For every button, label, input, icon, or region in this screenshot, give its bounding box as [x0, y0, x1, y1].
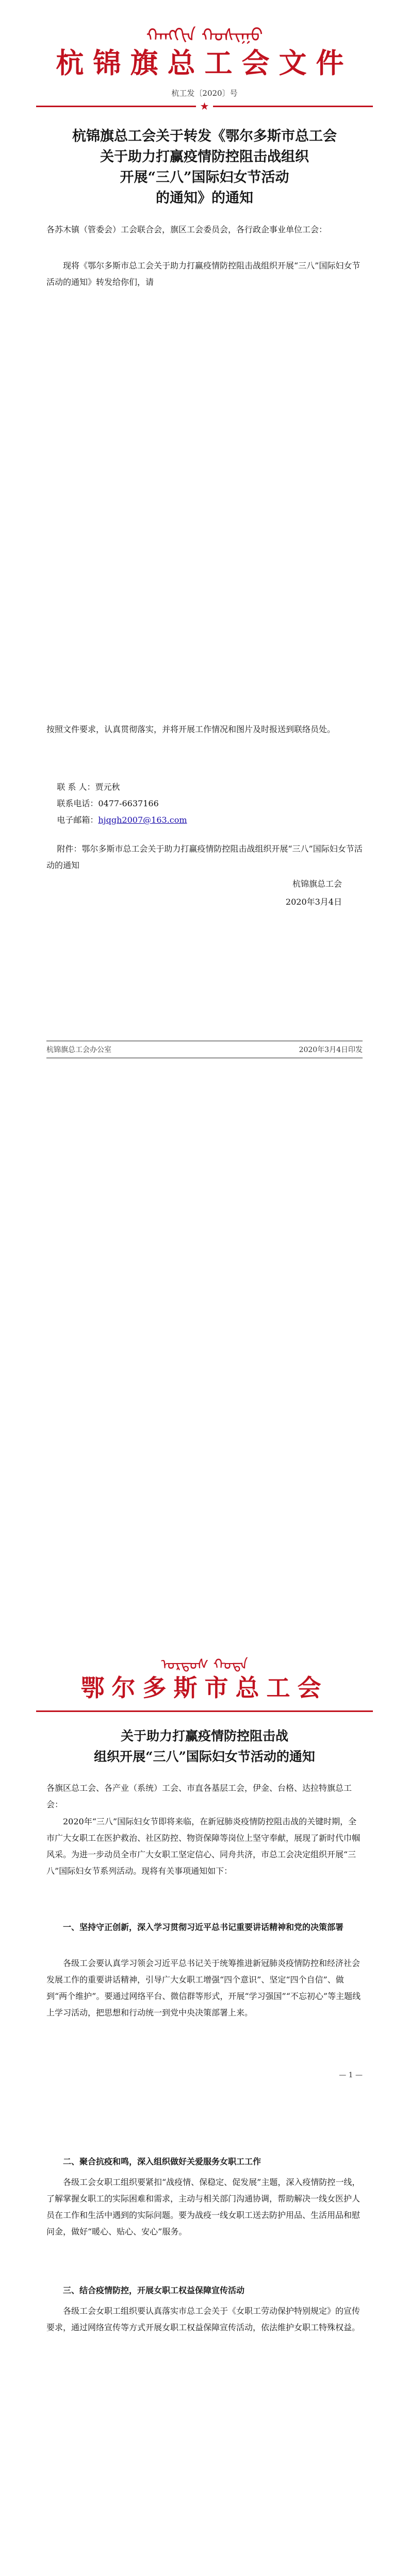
contact-name: 贾元秋	[95, 782, 120, 792]
phone-label: 联系电话：	[57, 799, 99, 808]
contact-label: 联 系 人：	[57, 782, 95, 792]
page-number: — 1 —	[339, 2071, 363, 2079]
star-icon: ★	[196, 101, 214, 111]
notice-title-line-2: 组织开展“三八”国际妇女节活动的通知	[94, 1749, 315, 1764]
notice-title-line-4: 的通知》的通知	[156, 190, 253, 206]
section-heading-3: 三、结合疫情防控，开展女职工权益保障宣传活动	[63, 2285, 245, 2295]
mongolian-header-text: ᠣᠷᠳᠣᠰ ᠬᠣᠲᠠ	[161, 1656, 248, 1673]
body-paragraph-2: 各级工会要认真学习领会习近平总书记关于统筹推进新冠肺炎疫情防控和经济社会发展工作的重要讲话精神，引导广大女职工增强“四个意识”、坚定“四个自信”、做到“两个维护”。要通过网络平台、微信群等形式，开展“学习强国”“不忘初心”等主题线上学习活动，把思想和行动统一到党中央决策部署上来。	[46, 1958, 361, 2018]
attachment-text: 鄂尔多斯市总工会关于助力打赢疫情防控阻击战组织开展“三八”国际妇女节活动的通知	[46, 844, 363, 870]
recipients-text: 各苏木镇（管委会）工会联合会，旗区工会委员会，各行政企事业单位工会：	[46, 225, 328, 234]
red-divider-rule	[36, 1710, 373, 1712]
body-paragraph: 现将《鄂尔多斯市总工会关于助力打赢疫情防控阻击战组织开展“三八”国际妇女节活动的通知》转发给你们，请	[46, 261, 361, 287]
attachment-label: 附件：	[57, 844, 82, 854]
recipients-text: 各旗区总工会、各产业（系统）工会、市直各基层工会，伊金、台格、达拉特旗总工会：	[46, 1783, 352, 1809]
section-heading-1: 一、坚持守正创新，深入学习贯彻习近平总书记重要讲话精神和党的决策部署	[63, 1922, 344, 1932]
document-number: 杭工发〔2020〕号	[171, 89, 238, 98]
notice-title-line-1: 杭锦旗总工会关于转发《鄂尔多斯市总工会	[72, 128, 337, 144]
mongolian-header-text: ᠬᠠᠩᠭᠢᠨ ᠬᠣᠰᠢᠭᠤ	[146, 25, 263, 46]
email-link[interactable]: hjqgh2007@163.com	[98, 815, 187, 825]
body-paragraph-1: 2020年“三八”国际妇女节即将来临，在新冠肺炎疫情防控阻击战的关键时期，全市广大女职工在医护救治、社区防控、物资保障等岗位上坚守奉献，展现了新时代巾帼风采。为进一步动员全市广大女职工坚定信心、同舟共济，市总工会决定组织开展“三八”国际妇女节系列活动。现将有关事项通知如下：	[46, 1817, 361, 1876]
notice-title-line-3: 开展“三八”国际妇女节活动	[120, 170, 289, 185]
footer-issuer: 杭锦旗总工会办公室	[46, 1046, 111, 1054]
red-document-header: 鄂尔多斯市总工会	[80, 1674, 329, 1702]
phone-value: 0477-6637166	[98, 799, 159, 808]
body-paragraph-continued: 按照文件要求，认真贯彻落实，并将开展工作情况和图片及时报送到联络员处。	[46, 724, 336, 734]
section-heading-2: 二、聚合抗疫和鸣，深入组织做好关爱服务女职工工作	[63, 2157, 261, 2166]
signature-date: 2020年3月4日	[285, 897, 342, 907]
body-paragraph-4: 各级工会女职工组织要认真落实市总工会关于《女职工劳动保护特别规定》的宣传要求，通过网络宣传等方式开展女职工权益保障宣传活动，依法维护女职工特殊权益。	[46, 2306, 361, 2332]
signer-name: 杭锦旗总工会	[292, 879, 342, 889]
document-page-2	[0, 1638, 409, 2576]
footer-print-date: 2020年3月4日印发	[299, 1046, 363, 1054]
print-footer	[46, 1041, 363, 1058]
body-paragraph-3: 各级工会女职工组织要紧扣“战疫情、保稳定、促发展”主题，深入疫情防控一线，了解掌握女职工的实际困难和需求，主动与相关部门沟通协调，帮助解决一线女医护人员在工作和生活中遇到的实际问题。要为战疫一线女职工送去防护用品、生活用品和慰问金，做好“暖心、贴心、安心”服务。	[46, 2177, 361, 2236]
notice-title-line-2: 关于助力打赢疫情防控阻击战组织	[100, 149, 309, 165]
red-document-header: 杭锦旗总工会文件	[56, 46, 353, 79]
email-label: 电子邮箱：	[57, 815, 99, 825]
notice-title-line-1: 关于助力打赢疫情防控阻击战	[120, 1728, 288, 1743]
